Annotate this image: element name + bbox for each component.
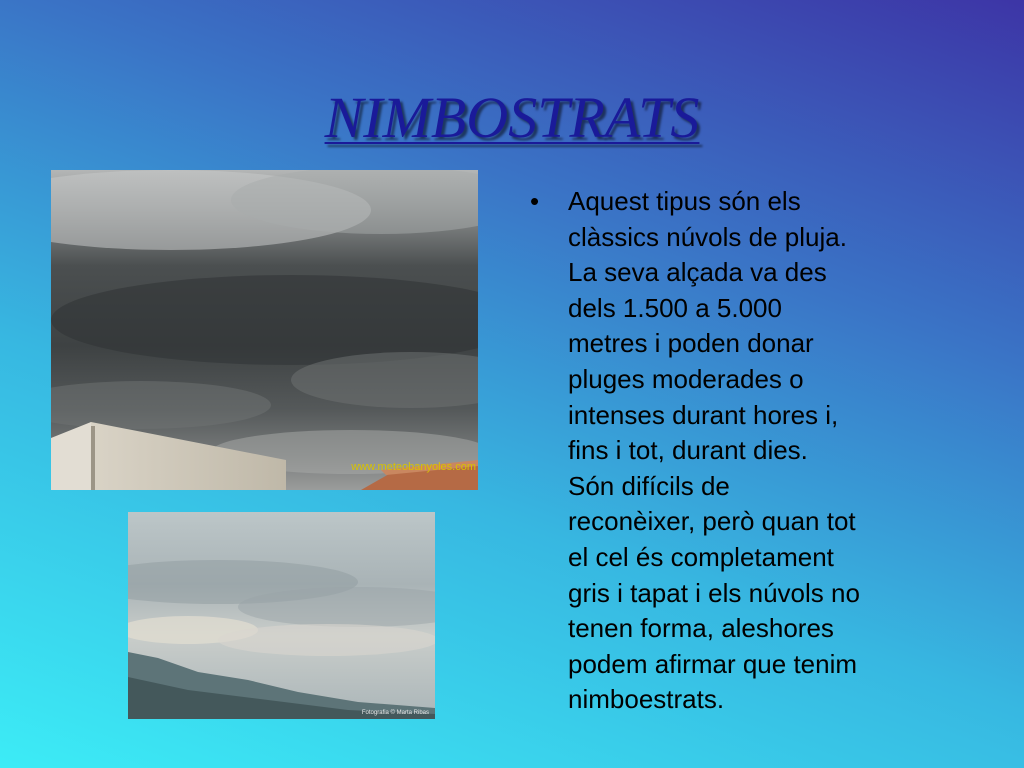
bullet-line: nimboestrats.	[568, 684, 725, 715]
bullet-line: podem afirmar que tenim	[568, 648, 858, 679]
bullet-line: intenses durant hores i,	[568, 399, 839, 430]
photo-watermark: www.meteobanyoles.com	[351, 461, 476, 473]
bullet-line: metres i poden donar	[568, 328, 814, 359]
cloud-photo-dark-image	[51, 170, 478, 490]
bullet-line: reconèixer, però quan tot	[568, 506, 856, 537]
bullet-line: gris i tapat i els núvols no	[568, 577, 860, 608]
bullet-item	[530, 184, 980, 718]
bullet-line: clàssics núvols de pluja.	[568, 221, 847, 252]
cloud-photo-grey-image	[128, 512, 435, 719]
bullet-text	[568, 184, 980, 718]
bullet-list	[530, 184, 980, 718]
cloud-photo-dark	[51, 170, 478, 490]
cloud-photo-grey	[128, 512, 435, 719]
bullet-line: el cel és completament	[568, 541, 834, 572]
bullet-line: Són difícils de	[568, 470, 730, 501]
photo-caption: Fotografia © Marta Ribas	[361, 710, 429, 716]
slide-title: NIMBOSTRATS	[324, 85, 700, 150]
bullet-line: dels 1.500 a 5.000	[568, 292, 782, 323]
bullet-icon: •	[530, 186, 540, 216]
bullet-line: pluges moderades o	[568, 363, 804, 394]
bullet-line: fins i tot, durant dies.	[568, 435, 808, 466]
bullet-line: La seva alçada va des	[568, 257, 827, 288]
bullet-line: tenen forma, aleshores	[568, 613, 834, 644]
bullet-line: Aquest tipus són els	[568, 186, 801, 216]
